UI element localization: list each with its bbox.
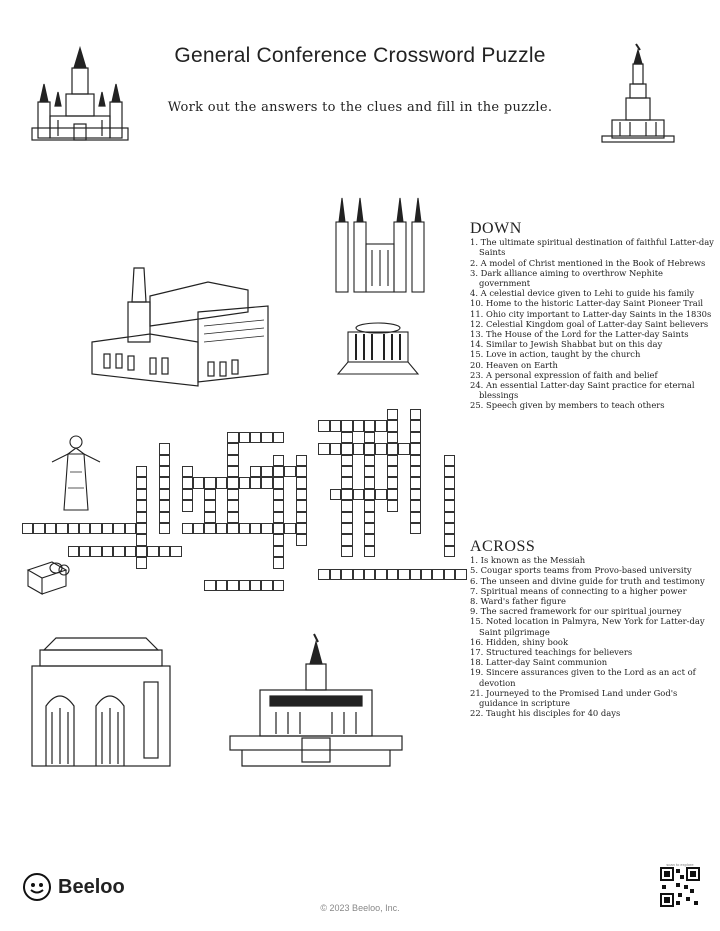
across-clue: 9. The sacred framework for our spiritual journey	[470, 606, 682, 617]
grid-cell[interactable]	[341, 432, 352, 443]
grid-cell[interactable]	[455, 569, 466, 580]
grid-cell[interactable]	[273, 455, 284, 466]
grid-cell[interactable]	[79, 546, 90, 557]
across-clue: 16. Hidden, shiny book	[470, 636, 569, 647]
grid-cell[interactable]	[444, 466, 455, 477]
grid-cell[interactable]	[182, 500, 193, 511]
grid-cell[interactable]	[341, 455, 352, 466]
temple-tower-illustration	[596, 42, 680, 144]
grid-cell[interactable]	[170, 546, 181, 557]
grid-cell[interactable]	[227, 432, 238, 443]
grid-cell[interactable]	[387, 569, 398, 580]
grid-cell[interactable]	[136, 546, 147, 557]
grid-cell[interactable]	[250, 523, 261, 534]
grid-cell[interactable]	[364, 477, 375, 488]
across-clue: 15. Noted location in Palmyra, New York for Latter-day Saint pilgrimage	[470, 616, 705, 637]
grid-cell[interactable]	[159, 489, 170, 500]
across-clue: 22. Taught his disciples for 40 days	[470, 708, 621, 719]
grid-cell[interactable]	[56, 523, 67, 534]
page-subtitle: Work out the answers to the clues and fill in the puzzle.	[167, 100, 553, 115]
copyright: © 2023 Beeloo, Inc.	[320, 903, 400, 913]
grid-cell[interactable]	[410, 512, 421, 523]
down-clue: 3. Dark alliance aiming to overthrow Nephite government	[470, 267, 664, 289]
grid-cell[interactable]	[273, 534, 284, 545]
grid-cell[interactable]	[102, 523, 113, 534]
grid-cell[interactable]	[341, 443, 352, 454]
grid-cell[interactable]	[410, 477, 421, 488]
grid-cell[interactable]	[341, 420, 352, 431]
grid-cell[interactable]	[261, 477, 272, 488]
temple-spires-illustration	[28, 44, 132, 144]
grid-cell[interactable]	[136, 512, 147, 523]
grid-cell[interactable]	[273, 523, 284, 534]
grid-cell[interactable]	[273, 477, 284, 488]
grid-cell[interactable]	[284, 523, 295, 534]
grid-cell[interactable]	[193, 477, 204, 488]
down-clue: 1. The ultimate spiritual destination of faithful Latter-day Saints	[470, 237, 714, 258]
grid-cell[interactable]	[296, 523, 307, 534]
grid-cell[interactable]	[318, 443, 329, 454]
grid-cell[interactable]	[147, 546, 158, 557]
grid-cell[interactable]	[387, 466, 398, 477]
grid-cell[interactable]	[364, 512, 375, 523]
across-clue: 8. Ward's father figure	[470, 596, 566, 607]
across-clue: 7. Spiritual means of connecting to a higher power	[470, 585, 687, 596]
brand-name: Beeloo	[58, 875, 125, 898]
grid-cell[interactable]	[159, 523, 170, 534]
grid-cell[interactable]	[159, 500, 170, 511]
grid-cell[interactable]	[239, 477, 250, 488]
down-clue: 25. Speech given by members to teach others	[470, 400, 665, 411]
grid-cell[interactable]	[410, 466, 421, 477]
grid-cell[interactable]	[273, 432, 284, 443]
across-clue: 17. Structured teachings for believers	[470, 647, 633, 658]
grid-cell[interactable]	[364, 466, 375, 477]
grid-cell[interactable]	[341, 534, 352, 545]
christ-figure-illustration	[48, 432, 104, 514]
grid-cell[interactable]	[90, 546, 101, 557]
grid-cell[interactable]	[387, 489, 398, 500]
grid-cell[interactable]	[250, 466, 261, 477]
grid-cell[interactable]	[364, 420, 375, 431]
grid-cell[interactable]	[182, 477, 193, 488]
grid-cell[interactable]	[193, 523, 204, 534]
grid-cell[interactable]	[273, 466, 284, 477]
grid-cell[interactable]	[239, 432, 250, 443]
grid-cell[interactable]	[318, 569, 329, 580]
grid-cell[interactable]	[273, 500, 284, 511]
grid-cell[interactable]	[444, 534, 455, 545]
grid-cell[interactable]	[250, 580, 261, 591]
qr-caption: scan to explore	[666, 862, 694, 867]
grid-cell[interactable]	[136, 489, 147, 500]
down-clue: 23. A personal expression of faith and belief	[470, 369, 658, 380]
grid-cell[interactable]	[273, 580, 284, 591]
grid-cell[interactable]	[136, 477, 147, 488]
down-clue: 12. Celestial Kingdom goal of Latter-day Saint believers	[470, 318, 709, 329]
scripture-books-icon	[22, 556, 72, 602]
grid-cell[interactable]	[284, 466, 295, 477]
grid-cell[interactable]	[410, 432, 421, 443]
bee-logo-icon	[22, 872, 52, 902]
grid-cell[interactable]	[273, 546, 284, 557]
grid-cell[interactable]	[364, 546, 375, 557]
grid-cell[interactable]	[387, 500, 398, 511]
grid-cell[interactable]	[341, 489, 352, 500]
grid-cell[interactable]	[353, 569, 364, 580]
grid-cell[interactable]	[136, 500, 147, 511]
down-clue: 10. Home to the historic Latter-day Saint Pioneer Trail	[470, 298, 704, 309]
grid-cell[interactable]	[410, 523, 421, 534]
grid-cell[interactable]	[90, 523, 101, 534]
grid-cell[interactable]	[250, 477, 261, 488]
down-clue: 20. Heaven on Earth	[470, 359, 558, 370]
grid-cell[interactable]	[410, 409, 421, 420]
grid-cell[interactable]	[353, 489, 364, 500]
grid-cell[interactable]	[353, 443, 364, 454]
grid-cell[interactable]	[364, 569, 375, 580]
down-clue: 24. An essential Latter-day Saint practice for eternal blessings	[470, 380, 695, 401]
office-building-illustration	[88, 262, 274, 394]
grid-cell[interactable]	[444, 489, 455, 500]
grid-cell[interactable]	[296, 500, 307, 511]
grid-cell[interactable]	[273, 557, 284, 568]
grid-cell[interactable]	[341, 512, 352, 523]
brand-logo[interactable]	[22, 872, 125, 902]
grid-cell[interactable]	[387, 409, 398, 420]
grid-cell[interactable]	[227, 477, 238, 488]
down-clue: 13. The House of the Lord for the Latter-day Saints	[470, 329, 689, 340]
columned-temple-illustration	[336, 318, 420, 376]
grid-cell[interactable]	[296, 534, 307, 545]
grid-cell[interactable]	[330, 569, 341, 580]
across-clue-list	[470, 555, 715, 718]
grid-cell[interactable]	[410, 569, 421, 580]
down-clue: 2. A model of Christ mentioned in the Book of Hebrews	[470, 257, 706, 268]
grid-cell[interactable]	[444, 512, 455, 523]
grid-cell[interactable]	[410, 443, 421, 454]
grid-cell[interactable]	[398, 569, 409, 580]
grid-cell[interactable]	[102, 546, 113, 557]
grid-cell[interactable]	[296, 512, 307, 523]
grid-cell[interactable]	[204, 489, 215, 500]
grid-cell[interactable]	[125, 546, 136, 557]
grid-cell[interactable]	[364, 500, 375, 511]
grid-cell[interactable]	[261, 523, 272, 534]
arched-building-illustration	[26, 632, 176, 770]
grid-cell[interactable]	[136, 466, 147, 477]
grid-cell[interactable]	[261, 432, 272, 443]
grid-cell[interactable]	[387, 420, 398, 431]
across-clue: 18. Latter-day Saint communion	[470, 657, 608, 668]
grid-cell[interactable]	[364, 534, 375, 545]
grid-cell[interactable]	[227, 523, 238, 534]
grid-cell[interactable]	[375, 443, 386, 454]
page-title: General Conference Crossword Puzzle	[174, 44, 546, 67]
grid-cell[interactable]	[296, 489, 307, 500]
grid-cell[interactable]	[341, 466, 352, 477]
down-clue: 14. Similar to Jewish Shabbat but on this day	[470, 339, 663, 350]
grid-cell[interactable]	[113, 546, 124, 557]
across-clue: 19. Sincere assurances given to the Lord as an act of devotion	[470, 667, 696, 688]
grid-cell[interactable]	[261, 580, 272, 591]
across-clue: 6. The unseen and divine guide for truth and testimony	[470, 575, 705, 586]
grid-cell[interactable]	[330, 420, 341, 431]
across-clue: 5. Cougar sports teams from Provo-based university	[470, 565, 692, 576]
grid-cell[interactable]	[204, 500, 215, 511]
grid-cell[interactable]	[296, 477, 307, 488]
grid-cell[interactable]	[444, 477, 455, 488]
six-spire-temple-illustration	[330, 196, 430, 296]
grid-cell[interactable]	[227, 580, 238, 591]
grid-cell[interactable]	[364, 443, 375, 454]
grid-cell[interactable]	[227, 455, 238, 466]
grid-cell[interactable]	[68, 523, 79, 534]
grid-cell[interactable]	[159, 546, 170, 557]
grid-cell[interactable]	[444, 500, 455, 511]
grid-cell[interactable]	[227, 512, 238, 523]
grid-cell[interactable]	[341, 523, 352, 534]
down-clue: 4. A celestial device given to Lehi to guide his family	[470, 288, 695, 299]
grid-cell[interactable]	[341, 569, 352, 580]
grid-cell[interactable]	[387, 477, 398, 488]
across-clue: 21. Journeyed to the Promised Land under God's guidance in scripture	[470, 687, 678, 709]
grid-cell[interactable]	[261, 466, 272, 477]
grid-cell[interactable]	[444, 455, 455, 466]
grid-cell[interactable]	[375, 569, 386, 580]
across-heading: ACROSS	[470, 538, 536, 555]
down-clue-list	[470, 237, 715, 410]
grid-cell[interactable]	[182, 489, 193, 500]
grid-cell[interactable]	[33, 523, 44, 534]
grid-cell[interactable]	[216, 477, 227, 488]
across-clues	[470, 538, 715, 719]
grid-cell[interactable]	[398, 443, 409, 454]
grid-cell[interactable]	[136, 523, 147, 534]
qr-code-icon	[660, 867, 700, 907]
down-heading: DOWN	[470, 220, 522, 237]
grid-cell[interactable]	[410, 500, 421, 511]
grid-cell[interactable]	[227, 500, 238, 511]
grid-cell[interactable]	[159, 477, 170, 488]
grid-cell[interactable]	[227, 489, 238, 500]
grid-cell[interactable]	[159, 455, 170, 466]
grid-cell[interactable]	[410, 420, 421, 431]
grid-cell[interactable]	[375, 420, 386, 431]
grid-cell[interactable]	[136, 557, 147, 568]
grid-cell[interactable]	[296, 455, 307, 466]
grid-cell[interactable]	[421, 569, 432, 580]
grid-cell[interactable]	[432, 569, 443, 580]
grid-cell[interactable]	[353, 420, 364, 431]
grid-cell[interactable]	[273, 512, 284, 523]
grid-cell[interactable]	[410, 455, 421, 466]
grid-cell[interactable]	[364, 489, 375, 500]
grid-cell[interactable]	[444, 546, 455, 557]
grid-cell[interactable]	[182, 466, 193, 477]
grid-cell[interactable]	[204, 523, 215, 534]
grid-cell[interactable]	[204, 477, 215, 488]
grid-cell[interactable]	[79, 523, 90, 534]
grid-cell[interactable]	[22, 523, 33, 534]
grid-cell[interactable]	[387, 443, 398, 454]
grid-cell[interactable]	[227, 466, 238, 477]
grid-cell[interactable]	[216, 580, 227, 591]
grid-cell[interactable]	[364, 455, 375, 466]
grid-cell[interactable]	[410, 489, 421, 500]
grid-cell[interactable]	[387, 455, 398, 466]
grid-cell[interactable]	[444, 523, 455, 534]
grid-cell[interactable]	[68, 546, 79, 557]
central-spire-temple-illustration	[226, 632, 406, 772]
grid-cell[interactable]	[159, 512, 170, 523]
grid-cell[interactable]	[216, 523, 227, 534]
grid-cell[interactable]	[159, 466, 170, 477]
grid-cell[interactable]	[364, 432, 375, 443]
grid-cell[interactable]	[113, 523, 124, 534]
grid-cell[interactable]	[239, 580, 250, 591]
grid-cell[interactable]	[341, 500, 352, 511]
grid-cell[interactable]	[204, 580, 215, 591]
grid-cell[interactable]	[330, 489, 341, 500]
grid-cell[interactable]	[387, 432, 398, 443]
grid-cell[interactable]	[375, 489, 386, 500]
grid-cell[interactable]	[159, 443, 170, 454]
across-clue: 1. Is known as the Messiah	[470, 555, 586, 566]
grid-cell[interactable]	[273, 489, 284, 500]
grid-cell[interactable]	[182, 523, 193, 534]
down-clue: 15. Love in action, taught by the church	[470, 349, 641, 360]
grid-cell[interactable]	[204, 512, 215, 523]
grid-cell[interactable]	[318, 420, 329, 431]
grid-cell[interactable]	[364, 523, 375, 534]
grid-cell[interactable]	[296, 466, 307, 477]
grid-cell[interactable]	[330, 443, 341, 454]
grid-cell[interactable]	[341, 546, 352, 557]
grid-cell[interactable]	[239, 523, 250, 534]
grid-cell[interactable]	[444, 569, 455, 580]
down-clues	[470, 220, 715, 411]
grid-cell[interactable]	[125, 523, 136, 534]
grid-cell[interactable]	[250, 432, 261, 443]
grid-cell[interactable]	[136, 534, 147, 545]
grid-cell[interactable]	[341, 477, 352, 488]
qr-code[interactable]	[660, 862, 700, 910]
grid-cell[interactable]	[227, 443, 238, 454]
grid-cell[interactable]	[45, 523, 56, 534]
down-clue: 11. Ohio city important to Latter-day Saints in the 1830s	[470, 308, 712, 319]
